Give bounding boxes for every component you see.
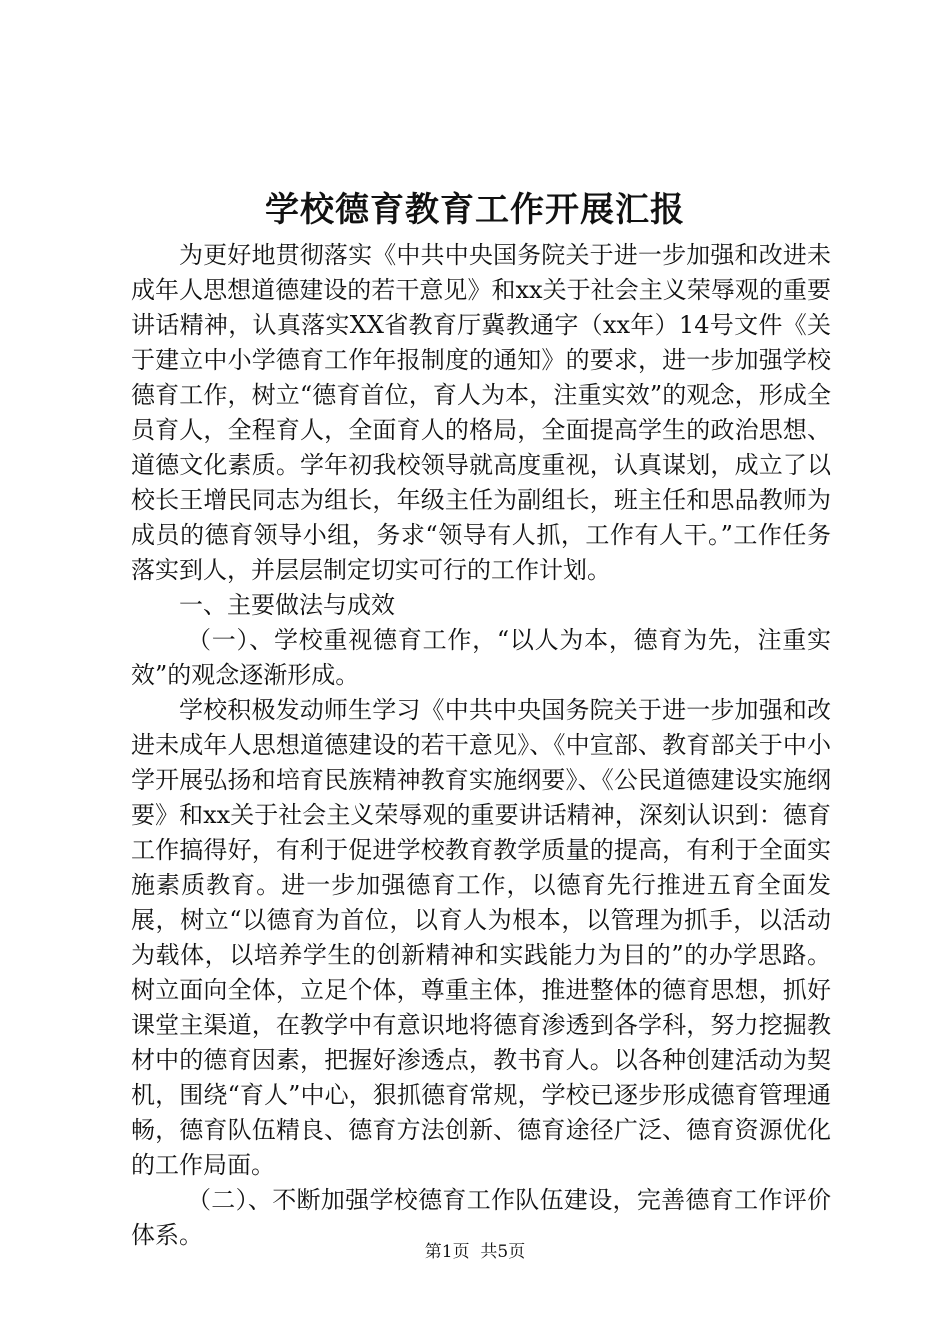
page-number: 第1页 共5页 — [424, 1242, 526, 1262]
subsection-heading-2: （二）、不断加强学校德育工作队伍建设，完善德育工作评价体系。 — [131, 1186, 831, 1249]
page-footer — [0, 1240, 950, 1264]
section-heading-main-practices: 一、主要做法与成效 — [179, 591, 395, 619]
document-body — [131, 238, 831, 1253]
subsection-heading-1: （一）、学校重视德育工作，“以人为本，德育为先，注重实效”的观念逐渐形成。 — [131, 626, 831, 689]
document-title: 学校德育教育工作开展汇报 — [265, 190, 685, 230]
paragraph-intro: 为更好地贯彻落实《中共中央国务院关于进一步加强和改进未成年人思想道德建设的若干意见》和xx关于社会主义荣辱观的重要讲话精神，认真落实XX省教育厅冀教通字（xx年）14号文件《关于建立中小学德育工作年报制度的通知》的要求，进一步加强学校德育工作，树立“德育首位，育人为本，注重实效”的观念，形成全员育人，全程育人，全面育人的格局，全面提高学生的政治思想、道德文化素质。学年初我校领导就高度重视，认真谋划，成立了以校长王增民同志为组长，年级主任为副组长，班主任和思品教师为成员的德育领导小组，务求“领导有人抓，工作有人干。”工作任务落实到人，并层层制定切实可行的工作计划。 — [131, 241, 831, 584]
paragraph-study: 学校积极发动师生学习《中共中央国务院关于进一步加强和改进未成年人思想道德建设的若干意见》、《中宣部、教育部关于中小学开展弘扬和培育民族精神教育实施纲要》、《公民道德建设实施纲要》和xx关于社会主义荣辱观的重要讲话精神，深刻认识到：德育工作搞得好，有利于促进学校教育教学质量的提高，有利于全面实施素质教育。进一步加强德育工作，以德育先行推进五育全面发展，树立“以德育为首位，以育人为根本，以管理为抓手，以活动为载体，以培养学生的创新精神和实践能力为目的”的办学思路。树立面向全体，立足个体，尊重主体，推进整体的德育思想，抓好课堂主渠道，在教学中有意识地将德育渗透到各学科，努力挖掘教材中的德育因素，把握好渗透点，教书育人。以各种创建活动为契机，围绕“育人”中心，狠抓德育常规，学校已逐步形成德育管理通畅，德育队伍精良、德育方法创新、德育途径广泛、德育资源优化的工作局面。 — [131, 696, 831, 1179]
